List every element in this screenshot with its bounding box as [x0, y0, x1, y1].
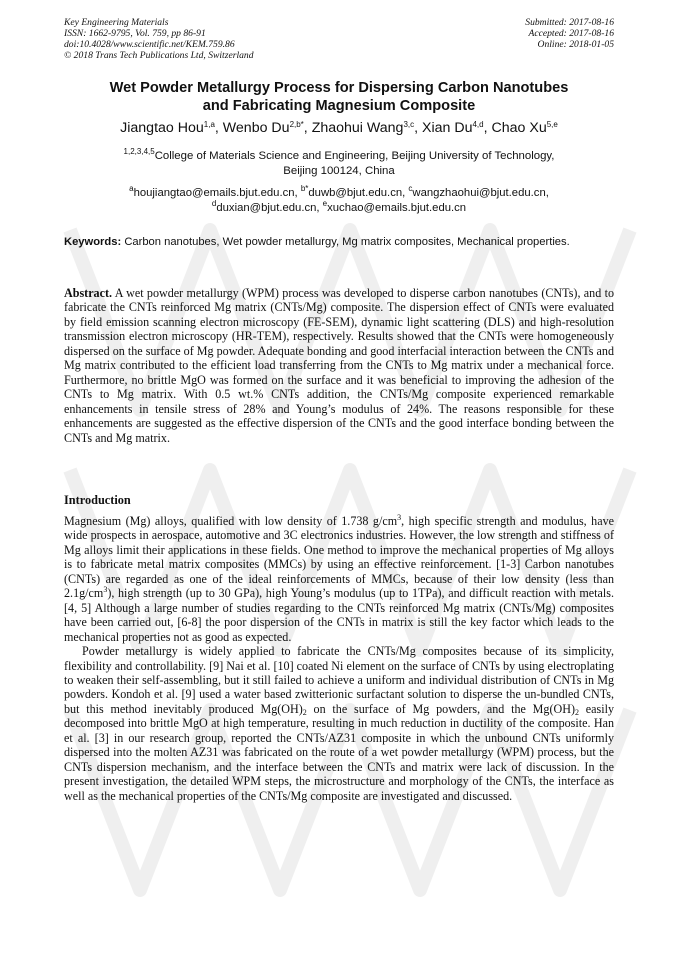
- text-run: on the surface of Mg powders, and the Mg(OH): [306, 701, 575, 716]
- email-marker: d: [211, 198, 217, 208]
- email-marker: a: [129, 184, 134, 193]
- subscript: 2: [575, 707, 579, 717]
- author-name: Wenbo Du: [222, 120, 290, 136]
- abstract-text: A wet powder metallurgy (WPM) process was developed to disperse carbon nanotubes (CNTs), and to fabricate the CNTs reinforced Mg matrix (CNTs/Mg) composite. The dispersion effect of CNTs were evaluated by field emission scanning electron microscopy (FE-SEM), dynamic light scattering (DLS) and high-resolution transmission electron microscopy (HR-TEM), respectively. Results showed that the CNTs were homogeneously dispersed on the surface of Mg powder. Adequate bonding and good interfacial interaction between the CNTs and Mg matrix contributed to the efficient load transferring from the CNTs to Mg matrix under a mechanical force. Furthermore, no brittle MgO was formed on the surface and it was beneficial to improving the adhesion of the CNTs to Mg matrix. With 0.5 wt.% CNTs addition, the CNTs/Mg composite experienced remarkable enhancements in tensile stress of 28% and Young’s modulus of 24%. The reasons responsible for these enhancements are suggested as the effective dispersion of the CNTs and the good interface bonding between the CNTs and Mg matrix.: [64, 286, 614, 445]
- affiliation-marker: 1,2,3,4,5: [123, 147, 155, 156]
- keywords-text: Carbon nanotubes, Wet powder metallurgy, Mg matrix composites, Mechanical properties.: [124, 236, 570, 248]
- paper-title: [64, 80, 614, 115]
- author-list: Jiangtao Hou$^{1,a}$, Wenbo $Du^{2,b*}$, Zhaohui Wang$^{3,c}$, Xian Du$^{4,d}$, Chao Xu$^{5,e}$: [120, 120, 558, 136]
- affiliation: [64, 149, 614, 178]
- author-name: Chao Xu: [491, 120, 547, 136]
- online-date: Online: 2018-01-05: [537, 39, 614, 50]
- author-marker: 3,c: [403, 120, 415, 129]
- email-marker: c: [408, 184, 413, 193]
- journal-issn: ISSN: 1662-9795, Vol. 759, pp 86-91: [64, 28, 206, 39]
- section-heading-introduction: Introduction: [64, 493, 131, 507]
- email-address[interactable]: xuchao@emails.bjut.edu.cn: [327, 201, 467, 214]
- intro-paragraph-1: [64, 514, 614, 644]
- email-address[interactable]: houjiangtao@emails.bjut.edu.cn,: [133, 187, 301, 199]
- journal-info: [64, 17, 364, 61]
- submission-dates: [414, 17, 614, 50]
- text-run: easily decomposed into brittle MgO at high temperature, resulting in much reduction in ductility of the composite. Han et al. [3] in our research group, reported the CNTs/AZ31 composite in which the unbound CNTs uniformly dispersed into the molten AZ31 was fabricated on the route of a wet powder metallurgy (WPM) process, but the CNTs dispersion mechanism, and the interface between the CNTs and matrix were lack of discussion. In the present investigation, the detailed WPM steps, the microstructure and morphology of the CNTs, the interface as well as the mechanical properties of the CNTs/Mg composite are investigated and discussed.: [64, 701, 614, 803]
- superscript: 3: [397, 513, 402, 522]
- submitted-date: Submitted: 2017-08-16: [525, 17, 614, 28]
- title-line-1: Wet Powder Metallurgy Process for Dispersing Carbon Nanotubes: [109, 80, 569, 96]
- author-name: Xian Du: [422, 120, 473, 136]
- abstract: [64, 286, 614, 445]
- email-marker: e: [322, 198, 328, 208]
- superscript: 3: [103, 585, 108, 595]
- text-run: ), high strength (up to 30 GPa), high Young’s modulus (up to 1TPa), and difficult reaction with metals. [4, 5] Although a large number of studies regarding to the CNTs reinforced Mg matrix (CNTs/Mg) composites have been carried out, [6-8] the poor dispersion of the CNTs in matrix is still the key factor which leads to the mechanical properties not as good as expected.: [64, 586, 614, 644]
- text-run: , high specific strength and modulus, have wide prospects in aerospace, automotive and 3C electronics industries. However, the low strength and stiffness of Mg alloys limit their applications in these fields. One method to improve the mechanical properties of Mg alloys is to fabricate metal matrix composites (MMCs) by using an effective reinforcement. [1-3] Carbon nanotubes (CNTs) are regarded as one of the ideal reinforcements of MMCs, because of their low density (less than 2.1g/cm: [64, 514, 614, 601]
- email-address[interactable]: duwb@bjut.edu.cn,: [308, 187, 409, 199]
- email-address[interactable]: duxian@bjut.edu.cn,: [216, 201, 323, 214]
- author-marker: 5,e: [546, 120, 558, 129]
- title-line-2: and Fabricating Magnesium Composite: [202, 97, 476, 114]
- author-name: Jiangtao Hou: [120, 120, 204, 136]
- journal-doi: doi:10.4028/www.scientific.net/KEM.759.86: [64, 39, 235, 50]
- author-marker: 4,d: [472, 120, 484, 129]
- affiliation-line-2: Beijing 100124, China: [283, 164, 395, 177]
- keywords: [64, 235, 614, 249]
- email-marker: b*: [300, 184, 309, 193]
- introduction-body: [64, 514, 614, 803]
- author-marker: 2,b*: [289, 120, 304, 129]
- author-name: Zhaohui Wang: [311, 120, 404, 136]
- accepted-date: Accepted: 2017-08-16: [528, 28, 614, 39]
- text-run: Powder metallurgy is widely applied to fabricate the CNTs/Mg composites because of its simplicity, flexibility and controllability. [9] Nai et al. [10] coated Ni element on the surface of CNTs by using electroplating to weaken their self-assembling, but it still failed to achieve a uniform and individual distribution of CNTs in Mg powders. Kondoh et al. [9] used a water based zwitterionic surfactant solution to disperse the un-bundled CNTs, but this method inevitably produced Mg(OH): [64, 644, 614, 716]
- author-marker: 1,a: [203, 120, 215, 129]
- text-run: Magnesium (Mg) alloys, qualified with low density of 1.738 g/cm: [64, 514, 398, 528]
- journal-copyright: © 2018 Trans Tech Publications Ltd, Switzerland: [64, 50, 254, 61]
- keywords-label: Keywords:: [64, 236, 122, 248]
- intro-paragraph-2: [64, 644, 614, 803]
- subscript: 2: [302, 707, 307, 717]
- affiliation-line-1: College of Materials Science and Engineering, Beijing University of Technology,: [154, 150, 555, 162]
- abstract-label: Abstract.: [64, 286, 113, 300]
- journal-name: Key Engineering Materials: [64, 17, 169, 28]
- author-emails: [64, 186, 614, 215]
- email-address[interactable]: wangzhaohui@bjut.edu.cn,: [412, 187, 549, 199]
